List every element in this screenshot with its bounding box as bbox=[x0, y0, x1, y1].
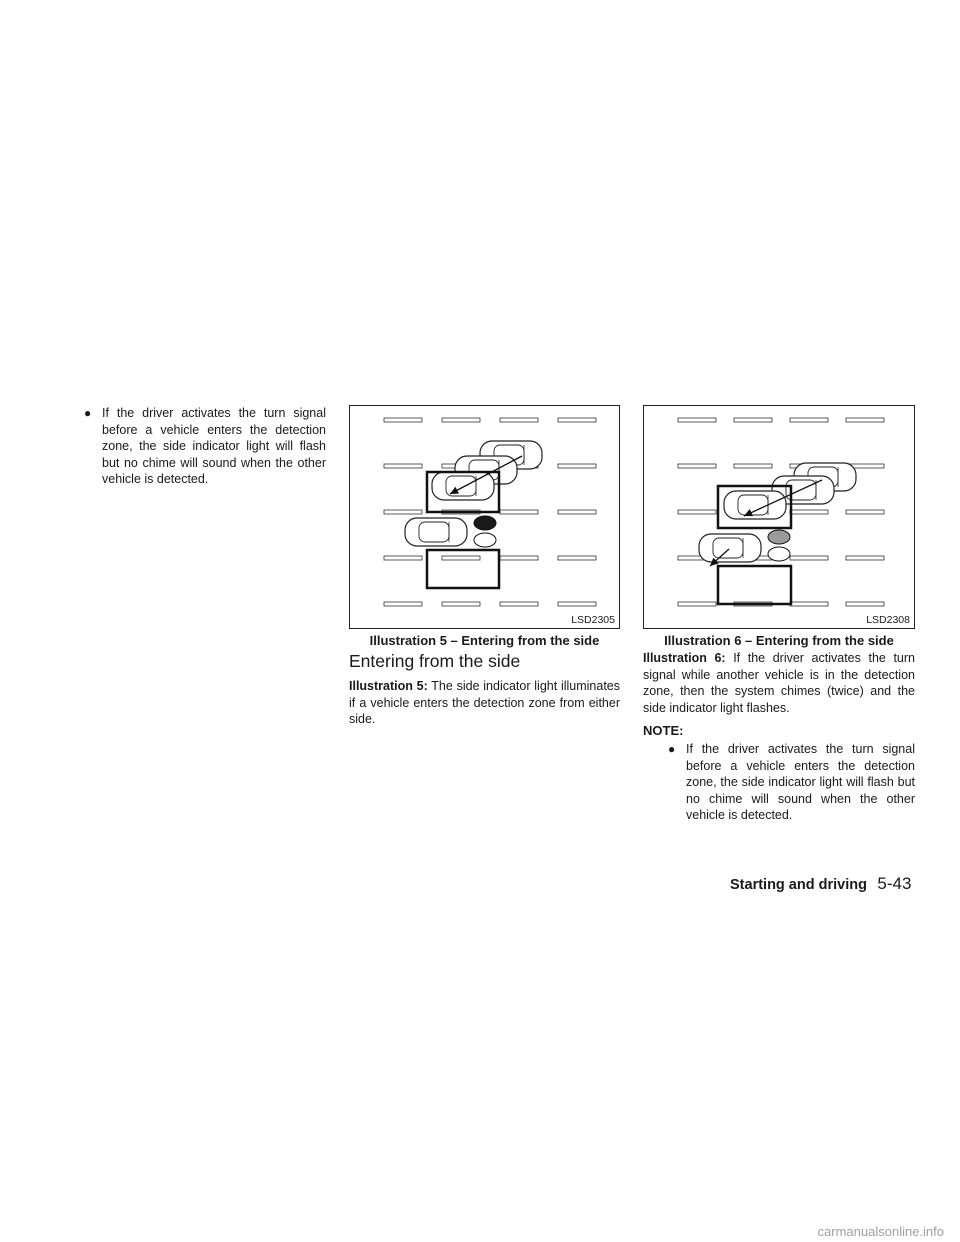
lane-marking bbox=[442, 556, 480, 560]
note-heading: NOTE: bbox=[643, 723, 684, 738]
lane-marking bbox=[678, 510, 716, 514]
lane-marking bbox=[384, 602, 422, 606]
lane-marking bbox=[384, 556, 422, 560]
illustration-6-caption: Illustration 6 – Entering from the side bbox=[664, 633, 894, 648]
lane-marking bbox=[558, 510, 596, 514]
illustration-6-drawing bbox=[644, 406, 914, 628]
lane-marking bbox=[500, 418, 538, 422]
vehicle bbox=[699, 534, 761, 562]
lane-marking bbox=[558, 418, 596, 422]
vehicle-cabin bbox=[713, 538, 743, 558]
vehicle-cabin bbox=[419, 522, 449, 542]
lane-marking bbox=[846, 602, 884, 606]
illustration-5-code: LSD2305 bbox=[571, 614, 615, 626]
lane-marking bbox=[790, 556, 828, 560]
lane-marking bbox=[678, 418, 716, 422]
lane-marking bbox=[678, 464, 716, 468]
section-title: Entering from the side bbox=[349, 651, 521, 671]
lane-marking bbox=[442, 418, 480, 422]
illustration-6-text: If the driver activates the turn signal while another vehicle is in the detection zone, then the system chimes (twice) and the side indicator light flashes. bbox=[643, 651, 915, 715]
left-bullet-item bbox=[84, 405, 326, 488]
illustration-5 bbox=[349, 405, 620, 629]
note-bullet-text: If the driver activates the turn signal before a vehicle enters the detection zone, the side indicator light will flash but no chime will sound when the other vehicle is detected. bbox=[686, 742, 915, 822]
lane-marking bbox=[500, 602, 538, 606]
detection-zone-box bbox=[718, 566, 791, 604]
illustration-6-lead: Illustration 6: bbox=[643, 651, 726, 665]
lane-marking bbox=[734, 464, 772, 468]
lane-marking bbox=[678, 602, 716, 606]
watermark: carmanualsonline.info bbox=[817, 1224, 944, 1239]
side-indicator-light bbox=[768, 530, 790, 544]
lane-marking bbox=[846, 510, 884, 514]
lane-marking bbox=[558, 602, 596, 606]
vehicle bbox=[724, 491, 786, 519]
left-bullet-text: If the driver activates the turn signal before a vehicle enters the detection zone, the side indicator light will flash but no chime will sound when the other vehicle is detected. bbox=[102, 406, 326, 486]
note-bullet-item bbox=[668, 741, 915, 824]
lane-marking bbox=[384, 464, 422, 468]
illustration-6-code: LSD2308 bbox=[866, 614, 910, 626]
lane-marking bbox=[500, 556, 538, 560]
illustration-5-paragraph bbox=[349, 678, 620, 728]
side-indicator-light bbox=[768, 547, 790, 561]
lane-marking bbox=[846, 556, 884, 560]
lane-marking bbox=[384, 510, 422, 514]
footer-page-number: 5-43 bbox=[877, 874, 912, 893]
illustration-5-lead: Illustration 5: bbox=[349, 679, 428, 693]
lane-marking bbox=[442, 602, 480, 606]
bullet-icon: ● bbox=[84, 406, 92, 420]
lane-marking bbox=[846, 418, 884, 422]
bullet-icon: ● bbox=[668, 742, 676, 756]
vehicle-cabin bbox=[446, 476, 476, 496]
lane-marking bbox=[790, 602, 828, 606]
lane-marking bbox=[734, 418, 772, 422]
lane-marking bbox=[558, 556, 596, 560]
side-indicator-light bbox=[474, 533, 496, 547]
lane-marking bbox=[500, 510, 538, 514]
lane-marking bbox=[558, 464, 596, 468]
illustration-6-paragraph bbox=[643, 650, 915, 716]
side-indicator-light bbox=[474, 516, 496, 530]
illustration-5-caption: Illustration 5 – Entering from the side bbox=[369, 633, 600, 648]
page-footer bbox=[730, 874, 911, 894]
lane-marking bbox=[384, 418, 422, 422]
lane-marking bbox=[790, 418, 828, 422]
vehicle bbox=[405, 518, 467, 546]
illustration-6 bbox=[643, 405, 915, 629]
illustration-5-text: The side indicator light illuminates if a vehicle enters the detection zone from either side. bbox=[349, 679, 621, 726]
illustration-5-drawing bbox=[350, 406, 619, 628]
lane-marking bbox=[790, 510, 828, 514]
footer-chapter: Starting and driving bbox=[730, 877, 867, 893]
